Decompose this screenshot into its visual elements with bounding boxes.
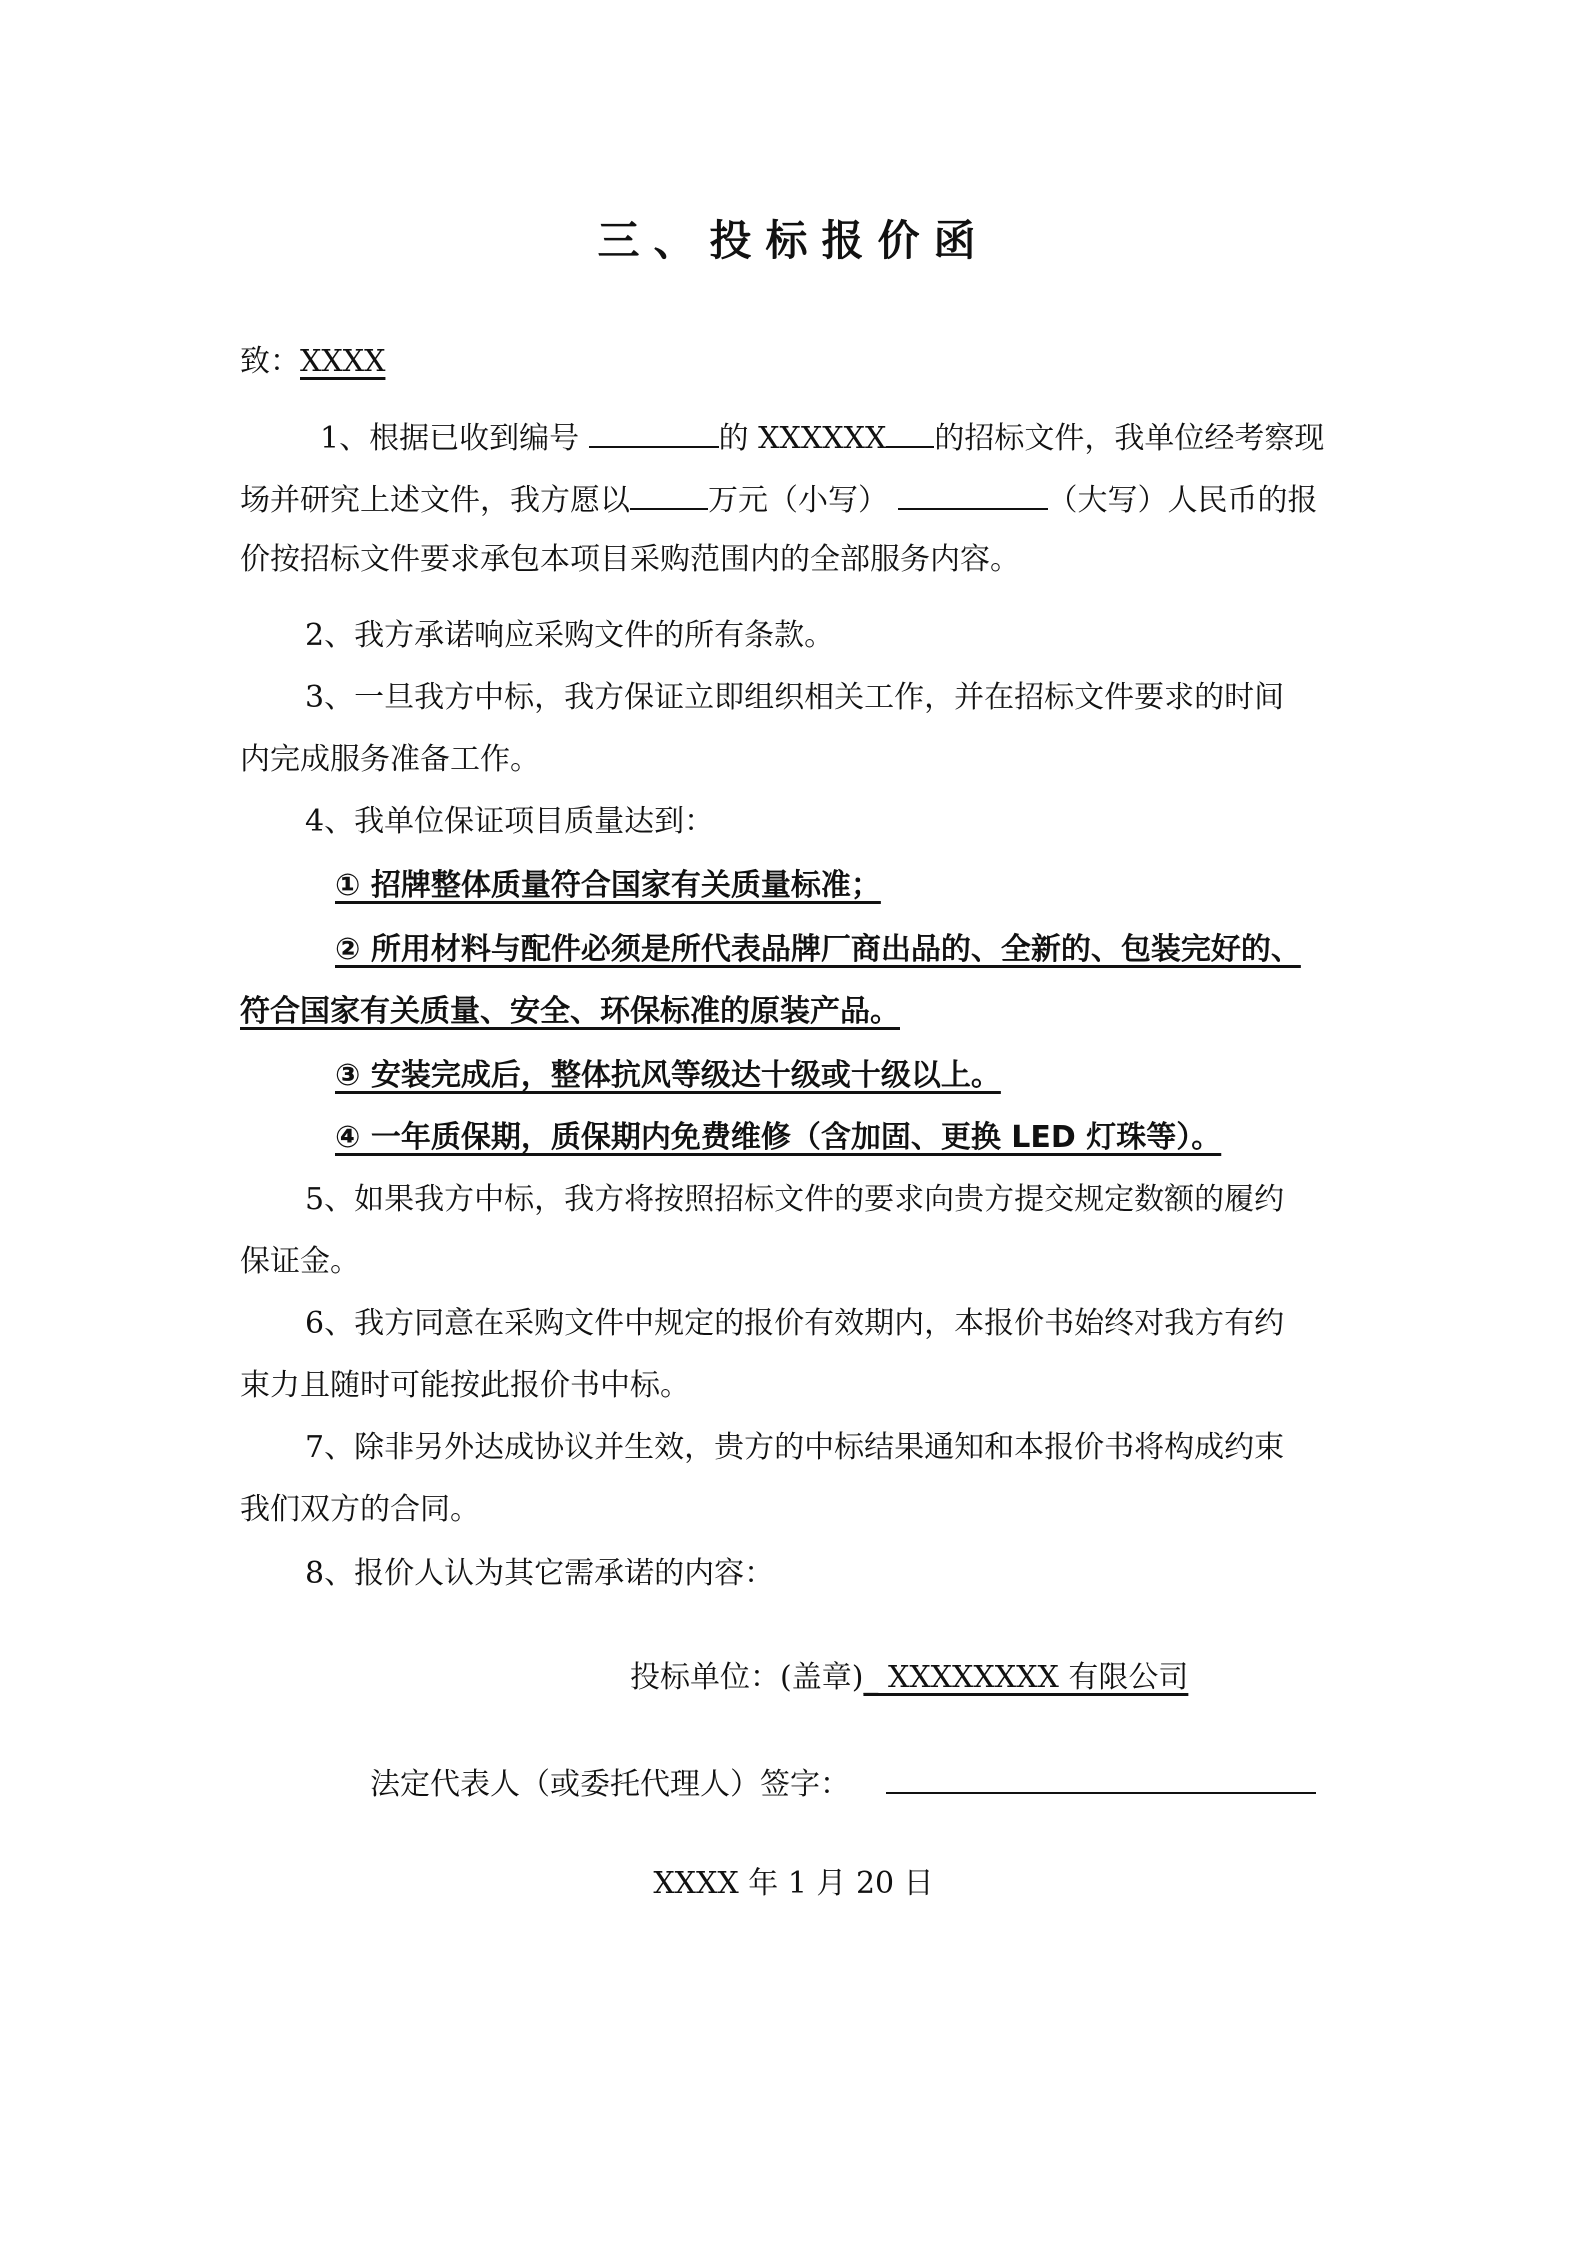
page-title: 三、投标报价函 xyxy=(597,216,990,265)
clause-7-line-1: 7、除非另外达成协议并生效，贵方的中标结果通知和本报价书将构成约束 xyxy=(305,1430,1285,1465)
clause-1-line-1 xyxy=(320,416,1324,459)
addressee-label: 致： xyxy=(240,344,300,379)
clause-7-line-2: 我们双方的合同。 xyxy=(240,1492,480,1527)
signature-label: 法定代表人（或委托代理人）签字： xyxy=(370,1767,850,1802)
clause-5-line-2: 保证金。 xyxy=(240,1244,360,1279)
bid-number-blank xyxy=(589,416,719,448)
clause-1-line-3: 价按招标文件要求承包本项目采购范围内的全部服务内容。 xyxy=(240,542,1020,577)
clause-4: 4、我单位保证项目质量达到： xyxy=(305,804,715,839)
quality-item-3: ③ 安装完成后，整体抗风等级达十级或十级以上。 xyxy=(335,1058,1001,1093)
date-line: XXXX 年 1 月 20 日 xyxy=(653,1866,934,1901)
clause-8: 8、报价人认为其它需承诺的内容： xyxy=(305,1556,775,1591)
clause-1-line-2 xyxy=(240,478,1318,521)
clause-1-text-d: 场并研究上述文件，我方愿以 xyxy=(240,483,630,518)
bidder-unit-line xyxy=(630,1658,1188,1698)
addressee-line xyxy=(240,342,385,382)
clause-6-line-1: 6、我方同意在采购文件中规定的报价有效期内，本报价书始终对我方有约 xyxy=(305,1306,1285,1341)
clause-1-text-a: 1、根据已收到编号 xyxy=(320,421,580,456)
amount-small-blank xyxy=(630,478,708,510)
addressee-value: XXXX xyxy=(300,344,386,379)
clause-2: 2、我方承诺响应采购文件的所有条款。 xyxy=(305,618,835,653)
clause-1-text-e: 万元（小写） xyxy=(708,483,888,518)
quality-item-4: ④ 一年质保期，质保期内免费维修（含加固、更换 LED 灯珠等）。 xyxy=(335,1120,1222,1155)
clause-5-line-1: 5、如果我方中标，我方将按照招标文件的要求向贵方提交规定数额的履约 xyxy=(305,1182,1285,1217)
clause-3-line-2: 内完成服务准备工作。 xyxy=(240,742,540,777)
bidder-unit-label: 投标单位：(盖章) xyxy=(630,1660,864,1695)
quality-item-2-line-1: ② 所用材料与配件必须是所代表品牌厂商出品的、全新的、包装完好的、 xyxy=(335,932,1301,967)
clause-1-text-c: 的招标文件，我单位经考察现 xyxy=(934,421,1325,456)
quality-item-2-line-2: 符合国家有关质量、安全、环保标准的原装产品。 xyxy=(240,994,900,1029)
clause-6-line-2: 束力且随时可能按此报价书中标。 xyxy=(240,1368,690,1403)
project-name-blank xyxy=(886,416,934,448)
signature-blank xyxy=(886,1762,1316,1794)
signature-line xyxy=(370,1762,1316,1805)
amount-capital-blank xyxy=(898,478,1048,510)
clause-1-text-f: （大写）人民币的报 xyxy=(1047,483,1318,518)
clause-1-text-b: 的 XXXXXX xyxy=(718,421,887,456)
clause-3-line-1: 3、一旦我方中标，我方保证立即组织相关工作，并在招标文件要求的时间 xyxy=(305,680,1285,715)
bidder-unit-value: _ XXXXXXXX 有限公司 xyxy=(863,1660,1189,1695)
quality-item-1: ① 招牌整体质量符合国家有关质量标准； xyxy=(335,868,881,903)
